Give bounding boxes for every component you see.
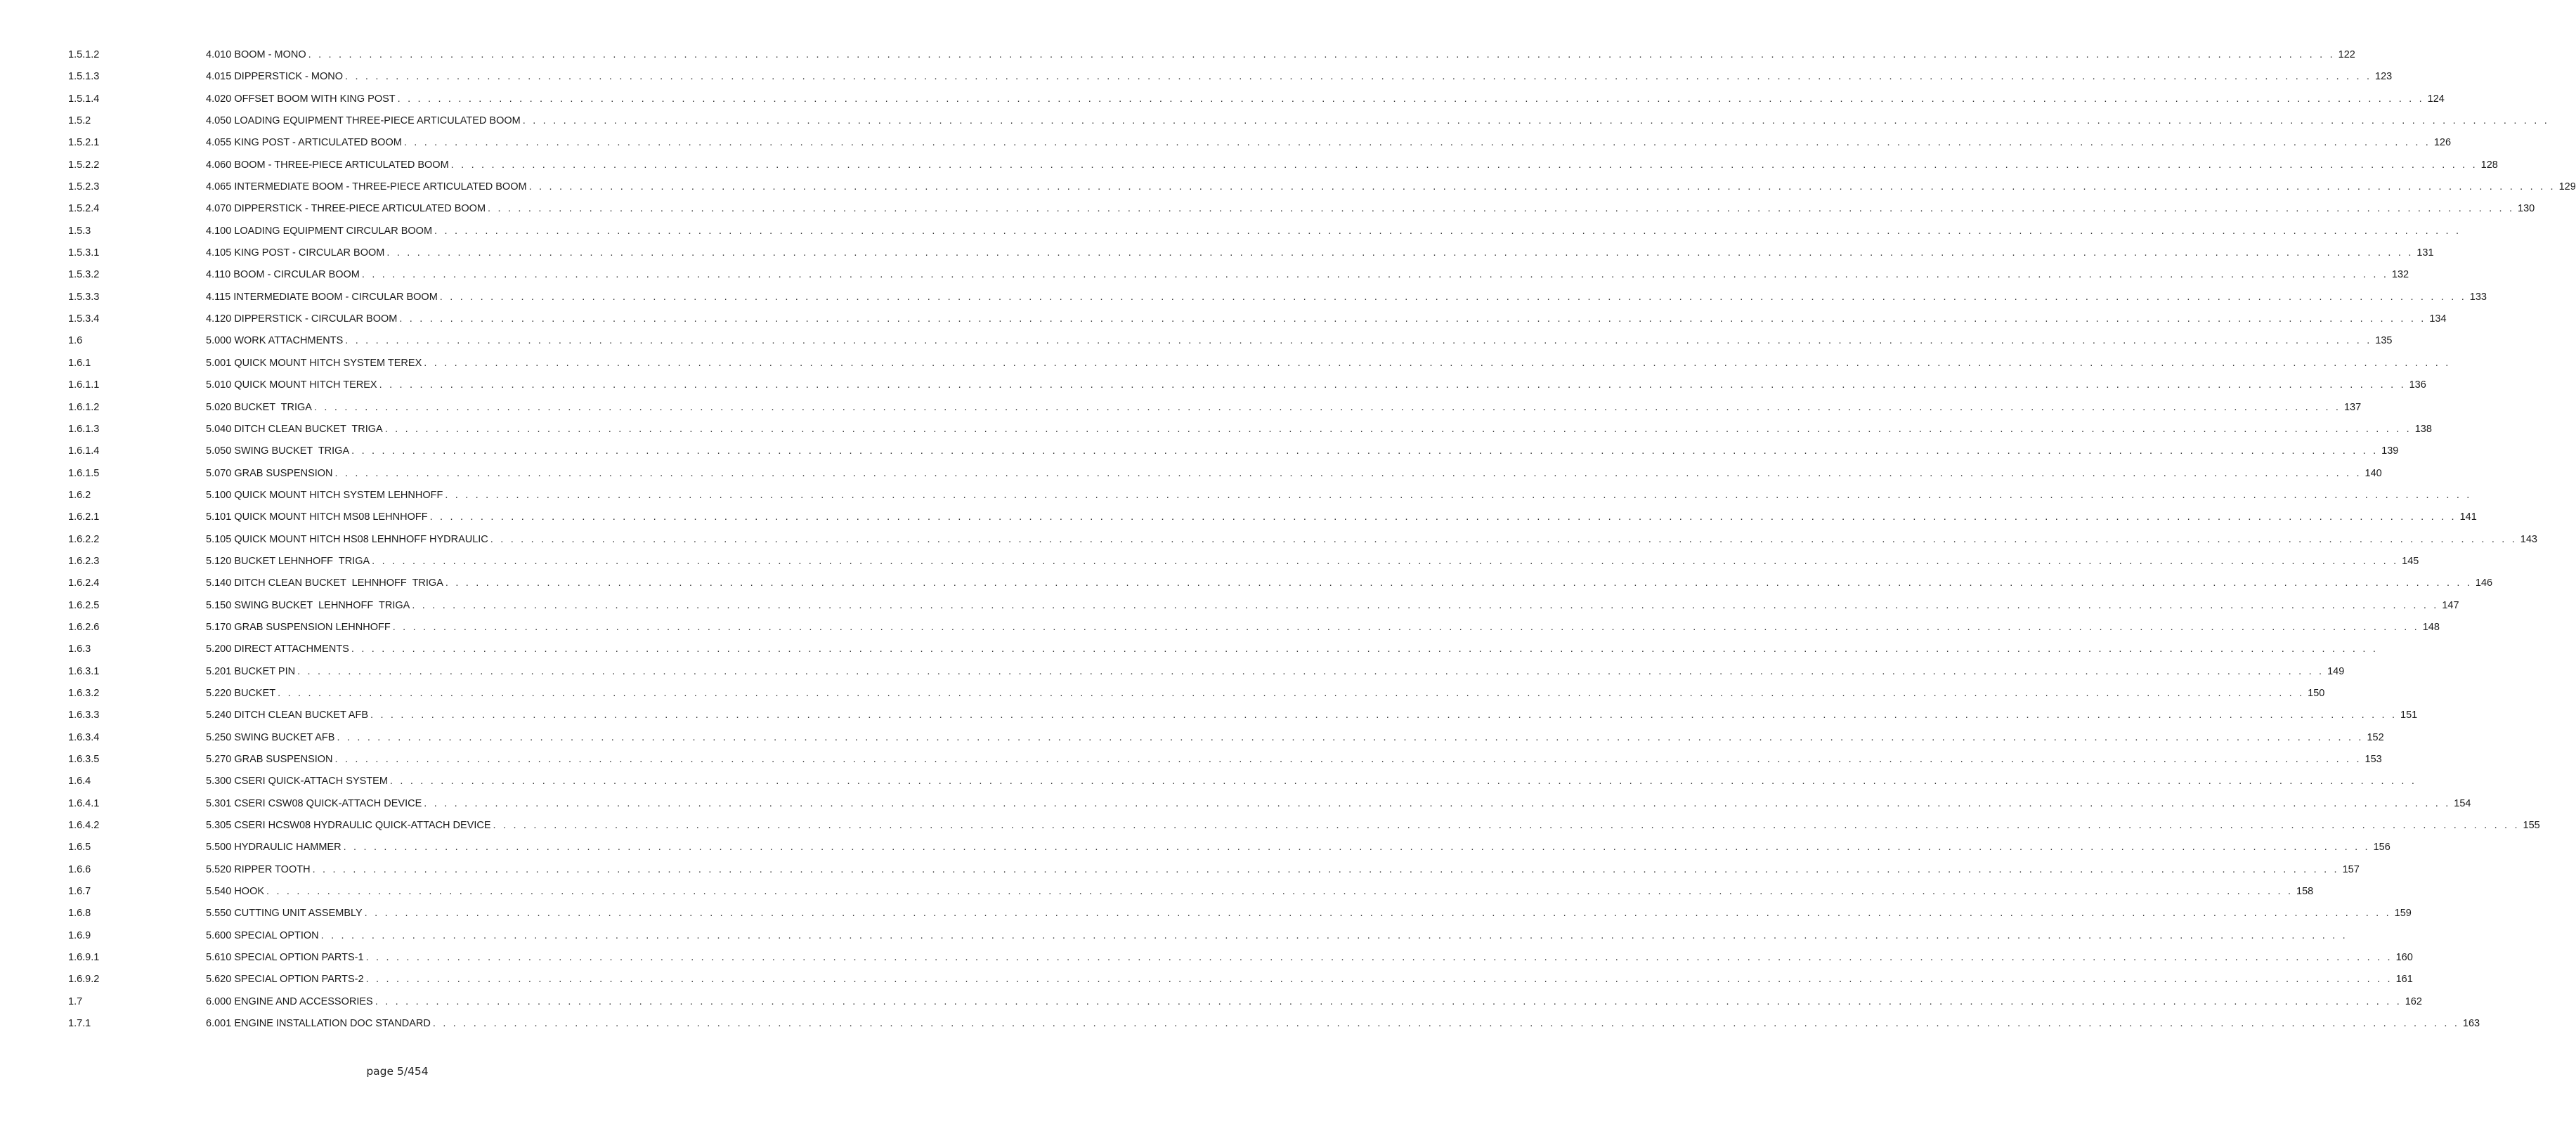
- toc-entry-title: 4.120 DIPPERSTICK - CIRCULAR BOOM: [206, 313, 398, 325]
- toc-entry-page: 123: [2375, 71, 2393, 83]
- toc-entry-page: 152: [2367, 731, 2384, 743]
- toc-entry-number: 1.5.2.2: [68, 159, 100, 171]
- toc-entry-title: 4.015 DIPPERSTICK - MONO: [206, 71, 343, 83]
- toc-entry-line[interactable]: [206, 159, 2498, 173]
- toc-entry-number: 1.7.1: [68, 1018, 91, 1030]
- toc-entry-line[interactable]: [206, 93, 2445, 107]
- dot-leader: . . . . . . . . . . . . . . . . . . . . . . . . . . . . . . . . . . . . . . . . . . . . . . . . . . . . . . . . . . . . . . . . . . . . . . . . . . . . . . . . . . . . . . . . . . . . . . . . . . . . . . . . . . . . . . . . . . . . . . . . . . . . . . . . . . . . . . . . . . . . . . . . . . . . . . . . . . . . . . . . . . . . . . . . . . . . . . . . . . . . . . . . . . . . . . . . . . . . . . . .: [386, 247, 2414, 259]
- toc-entry-title: 5.010 QUICK MOUNT HITCH TEREX: [206, 379, 377, 391]
- toc-entry-line[interactable]: [206, 291, 2487, 305]
- dot-leader: . . . . . . . . . . . . . . . . . . . . . . . . . . . . . . . . . . . . . . . . . . . . . . . . . . . . . . . . . . . . . . . . . . . . . . . . . . . . . . . . . . . . . . . . . . . . . . . . . . . . . . . . . . . . . . . . . . . . . . . . . . . . . . . . . . . . . . . . . . . . . . . . . . . . . . . . . . . . . . . . . . . . . . . . . . . . . . . . . . . . . . . . . . . . . . . . . . . . . . . .: [450, 159, 2478, 171]
- toc-entry-page: 147: [2442, 599, 2459, 611]
- toc-entry-line[interactable]: [206, 247, 2434, 261]
- toc-entry[interactable]: [0, 332, 2393, 353]
- toc-entry-number: 1.6.1.1: [68, 379, 100, 391]
- toc-entry-title: 4.055 KING POST - ARTICULATED BOOM: [206, 137, 402, 149]
- toc-entry-title: 5.001 QUICK MOUNT HITCH SYSTEM TEREX: [206, 357, 422, 369]
- toc-entry-title: 5.620 SPECIAL OPTION PARTS-2: [206, 974, 364, 986]
- toc-entry-line[interactable]: [206, 555, 2419, 569]
- toc-entry-page: 158: [2296, 886, 2314, 898]
- toc-entry-line[interactable]: [206, 599, 2459, 613]
- toc-entry-title: 4.070 DIPPERSTICK - THREE-PIECE ARTICULATED BOOM: [206, 203, 486, 215]
- toc-entry[interactable]: [0, 993, 2422, 1014]
- toc-entry-title: 5.240 DITCH CLEAN BUCKET AFB: [206, 710, 369, 721]
- dot-leader: . . . . . . . . . . . . . . . . . . . . . . . . . . . . . . . . . . . . . . . . . . . . . . . . . . . . . . . . . . . . . . . . . . . . . . . . . . . . . . . . . . . . . . . . . . . . . . . . . . . . . . . . . . . . . . . . . . . . . . . . . . . . . . . . . . . . . . . . . . . . . . . . . . . . . . . . . . . . . . . . . . . . . . . . . . . . . . . . . . . . . . . . . . . . . . . . . . . . . . . .: [445, 577, 2473, 589]
- toc-entry-line[interactable]: [206, 115, 2549, 129]
- toc-entry-number: 1.6.3.4: [68, 731, 100, 743]
- toc-entry[interactable]: [0, 684, 2325, 706]
- toc-entry-title: 5.100 QUICK MOUNT HITCH SYSTEM LEHNHOFF: [206, 489, 443, 501]
- dot-leader: . . . . . . . . . . . . . . . . . . . . . . . . . . . . . . . . . . . . . . . . . . . . . . . . . . . . . . . . . . . . . . . . . . . . . . . . . . . . . . . . . . . . . . . . . . . . . . . . . . . . . . . . . . . . . . . . . . . . . . . . . . . . . . . . . . . . . . . . . . . . . . . . . . . . . . . . . . . . . . . . . . . . . . . . . . . . . . . . . . . . . . . . . . . . . . . . . . . . . . . .: [375, 995, 2402, 1007]
- toc-entry[interactable]: [0, 618, 2440, 640]
- toc-entry-title: 5.540 HOOK: [206, 886, 265, 898]
- toc-entry-number: 1.6.7: [68, 886, 91, 898]
- toc-entry-page: 128: [2480, 159, 2498, 171]
- toc-entry-page: 150: [2308, 687, 2325, 699]
- toc-entry-line[interactable]: [206, 489, 2472, 503]
- toc-entry[interactable]: [0, 574, 2493, 596]
- toc-entry[interactable]: [0, 904, 2412, 926]
- toc-entry-line[interactable]: [206, 974, 2413, 987]
- toc-entry-number: 1.6.9.2: [68, 974, 100, 986]
- toc-entry-number: 1.6.5: [68, 842, 91, 854]
- toc-entry-line[interactable]: [206, 1018, 2480, 1031]
- dot-leader: . . . . . . . . . . . . . . . . . . . . . . . . . . . . . . . . . . . . . . . . . . . . . . . . . . . . . . . . . . . . . . . . . . . . . . . . . . . . . . . . . . . . . . . . . . . . . . . . . . . . . . . . . . . . . . . . . . . . . . . . . . . . . . . . . . . . . . . . . . . . . . . . . . . . . . . . . . . . . . . . . . . . . . . . . . . . . . . . . . . . . . . . . . . . . . . . . . . . . . . .: [397, 93, 2424, 105]
- toc-entry-number: 1.5.3: [68, 225, 91, 237]
- toc-entry-title: 5.500 HYDRAULIC HAMMER: [206, 842, 341, 854]
- toc-entry-number: 1.5.1.2: [68, 49, 100, 60]
- dot-leader: . . . . . . . . . . . . . . . . . . . . . . . . . . . . . . . . . . . . . . . . . . . . . . . . . . . . . . . . . . . . . . . . . . . . . . . . . . . . . . . . . . . . . . . . . . . . . . . . . . . . . . . . . . . . . . . . . . . . . . . . . . . . . . . . . . . . . . . . . . . . . . . . . . . . . . . . . . . . . . . . . . . . . . . . . . . . . . . . . . . . . . . . . . . . . . . . . . . . . . . .: [266, 886, 2294, 898]
- dot-leader: . . . . . . . . . . . . . . . . . . . . . . . . . . . . . . . . . . . . . . . . . . . . . . . . . . . . . . . . . . . . . . . . . . . . . . . . . . . . . . . . . . . . . . . . . . . . . . . . . . . . . . . . . . . . . . . . . . . . . . . . . . . . . . . . . . . . . . . . . . . . . . . . . . . . . . . . . . . . . . . . . . . . . . . . . . . . . . . . . . . . . . . . . . . . . . . . . . . . . . . .: [313, 401, 2341, 413]
- toc-entry-line[interactable]: [206, 665, 2345, 679]
- toc-entry-title: 5.305 CSERI HCSW08 HYDRAULIC QUICK-ATTACH DEVICE: [206, 820, 491, 832]
- toc-entry-page: 157: [2342, 863, 2360, 875]
- toc-entry-page: 161: [2395, 974, 2413, 986]
- toc-entry-page: 163: [2462, 1018, 2480, 1030]
- table-of-contents: [0, 46, 2576, 1036]
- dot-leader: . . . . . . . . . . . . . . . . . . . . . . . . . . . . . . . . . . . . . . . . . . . . . . . . . . . . . . . . . . . . . . . . . . . . . . . . . . . . . . . . . . . . . . . . . . . . . . . . . . . . . . . . . . . . . . . . . . . . . . . . . . . . . . . . . . . . . . . . . . . . . . . . . . . . . . . . . . . . . . . . . . . . . . . . . . . . . . . . . . . . . . . . . . . . . . . . . . . . . . . .: [432, 1018, 2460, 1030]
- toc-entry-title: 5.270 GRAB SUSPENSION: [206, 754, 333, 765]
- toc-entry-line[interactable]: [206, 863, 2360, 877]
- dot-leader: . . . . . . . . . . . . . . . . . . . . . . . . . . . . . . . . . . . . . . . . . . . . . . . . . . . . . . . . . . . . . . . . . . . . . . . . . . . . . . . . . . . . . . . . . . . . . . . . . . . . . . . . . . . . . . . . . . . . . . . . . . . . . . . . . . . . . . . . . . . . . . . . . . . . . . . . . . . . . . . . . . . . . . . . . . . . . . . . . . . . . . . . . . . . . . . . . . . . . . . .: [372, 555, 2399, 567]
- toc-entry[interactable]: [0, 728, 2384, 750]
- dot-leader: . . . . . . . . . . . . . . . . . . . . . . . . . . . . . . . . . . . . . . . . . . . . . . . . . . . . . . . . . . . . . . . . . . . . . . . . . . . . . . . . . . . . . . . . . . . . . . . . . . . . . . . . . . . . . . . . . . . . . . . . . . . . . . . . . . . . . . . . . . . . . . . . . . . . . . . . . . . . . . . . . . . . . . . . . . . . . . . . . . . . . . . . . . . . . . . . . . . . . . . .: [365, 974, 2393, 986]
- toc-entry[interactable]: [0, 266, 2409, 287]
- page-number-footer: page 5/454: [366, 1065, 429, 1078]
- toc-entry-number: 1.6.4: [68, 776, 91, 788]
- toc-entry-page: 151: [2400, 710, 2418, 721]
- dot-leader: . . . . . . . . . . . . . . . . . . . . . . . . . . . . . . . . . . . . . . . . . . . . . . . . . . . . . . . . . . . . . . . . . . . . . . . . . . . . . . . . . . . . . . . . . . . . . . . . . . . . . . . . . . . . . . . . . . . . . . . . . . . . . . . . . . . . . . . . . . . . . . . . . . . . . . . . . . . . . . . . . . . . . . . . . . . . . . . . . . . . . . . . . . . . . . . . . . . . . . . .: [334, 467, 2362, 479]
- toc-entry-number: 1.6.3.2: [68, 687, 100, 699]
- dot-leader: . . . . . . . . . . . . . . . . . . . . . . . . . . . . . . . . . . . . . . . . . . . . . . . . . . . . . . . . . . . . . . . . . . . . . . . . . . . . . . . . . . . . . . . . . . . . . . . . . . . . . . . . . . . . . . . . . . . . . . . . . . . . . . . . . . . . . . . . . . . . . . . . . . . . . . . . . . . . . . . . . . . . . . . . . . . . . . . . . . . . . . . . . . . . . . . . . . . . . . . .: [365, 952, 2393, 964]
- toc-entry[interactable]: [0, 222, 2461, 244]
- toc-entry[interactable]: [0, 46, 2355, 67]
- toc-entry[interactable]: [0, 552, 2419, 574]
- dot-leader: . . . . . . . . . . . . . . . . . . . . . . . . . . . . . . . . . . . . . . . . . . . . . . . . . . . . . . . . . . . . . . . . . . . . . . . . . . . . . . . . . . . . . . . . . . . . . . . . . . . . . . . . . . . . . . . . . . . . . . . . . . . . . . . . . . . . . . . . . . . . . . . . . . . . . . . . . . . . . . . . . . . . . . . . . . . . . . . . . . . . . . . . . . . . . . . . . . . . . . . .: [343, 842, 2370, 854]
- toc-entry-title: 5.101 QUICK MOUNT HITCH MS08 LEHNHOFF: [206, 511, 428, 523]
- toc-entry-page: 160: [2395, 952, 2413, 964]
- toc-entry-number: 1.6.3.3: [68, 710, 100, 721]
- toc-entry-line[interactable]: [206, 269, 2409, 282]
- toc-entry-number: 1.5.3.2: [68, 269, 100, 281]
- toc-entry[interactable]: [0, 200, 2535, 221]
- toc-entry-title: 4.100 LOADING EQUIPMENT CIRCULAR BOOM: [206, 225, 433, 237]
- toc-entry-line[interactable]: [206, 181, 2576, 195]
- toc-entry-number: 1.6.2.5: [68, 599, 100, 611]
- toc-entry-page: 154: [2454, 797, 2471, 809]
- toc-entry-line[interactable]: [206, 225, 2461, 239]
- toc-entry-page: 131: [2416, 247, 2434, 259]
- toc-entry-line[interactable]: [206, 313, 2447, 327]
- toc-entry-line[interactable]: [206, 511, 2477, 525]
- toc-entry-number: 1.5.3.4: [68, 313, 100, 325]
- toc-entry-line[interactable]: [206, 621, 2440, 635]
- toc-entry[interactable]: [0, 795, 2471, 816]
- toc-entry[interactable]: [0, 861, 2360, 882]
- toc-entry-line[interactable]: [206, 577, 2493, 591]
- toc-entry[interactable]: [0, 838, 2390, 860]
- toc-entry-line[interactable]: [206, 820, 2540, 833]
- toc-entry-line[interactable]: [206, 643, 2379, 657]
- toc-entry-page: 130: [2518, 203, 2535, 215]
- dot-leader: . . . . . . . . . . . . . . . . . . . . . . . . . . . . . . . . . . . . . . . . . . . . . . . . . . . . . . . . . . . . . . . . . . . . . . . . . . . . . . . . . . . . . . . . . . . . . . . . . . . . . . . . . . . . . . . . . . . . . . . . . . . . . . . . . . . . . . . . . . . . . . . . . . . . . . . . . . . . . . . . . . . . . . . . . . . . . . . . . . . . . . . . . . . . . . . . . . . . . . . .: [403, 137, 2431, 149]
- toc-entry-title: 5.550 CUTTING UNIT ASSEMBLY: [206, 908, 363, 920]
- dot-leader: . . . . . . . . . . . . . . . . . . . . . . . . . . . . . . . . . . . . . . . . . . . . . . . . . . . . . . . . . . . . . . . . . . . . . . . . . . . . . . . . . . . . . . . . . . . . . . . . . . . . . . . . . . . . . . . . . . . . . . . . . . . . . . . . . . . . . . . . . . . . . . . . . . . . . . . . . . . . . . . . . . . . . . . . . . . . . . . . . . . . . . . . . . . . . . . . . . . . . . . .: [439, 291, 2466, 303]
- toc-entry-number: 1.6.4.2: [68, 820, 100, 832]
- toc-entry-title: 4.110 BOOM - CIRCULAR BOOM: [206, 269, 360, 281]
- toc-entry-line[interactable]: [206, 929, 2348, 943]
- toc-entry-title: 5.140 DITCH CLEAN BUCKET LEHNHOFF TRIGA: [206, 577, 443, 589]
- toc-entry-number: 1.6.1.4: [68, 445, 100, 457]
- toc-entry[interactable]: [0, 1014, 2480, 1036]
- toc-entry-number: 1.6.9: [68, 929, 91, 941]
- toc-entry[interactable]: [0, 596, 2459, 618]
- dot-leader: . . . . . . . . . . . . . . . . . . . . . . . . . . . . . . . . . . . . . . . . . . . . . . . . . . . . . . . . . . . . . . . . . . . . . . . . . . . . . . . . . . . . . . . . . . . . . . . . . . . . . . . . . . . . . . . . . . . . . . . . . . . . . . . . . . . . . . . . . . . . . . . . . . . . . . . . . . . . . . . . . . . . . . . . . . . . . . . . . . . . . . . . . . . . . . . . . . . . . . . .: [424, 357, 2451, 369]
- toc-entry[interactable]: [0, 662, 2345, 684]
- toc-entry-page: 143: [2520, 533, 2537, 545]
- dot-leader: . . . . . . . . . . . . . . . . . . . . . . . . . . . . . . . . . . . . . . . . . . . . . . . . . . . . . . . . . . . . . . . . . . . . . . . . . . . . . . . . . . . . . . . . . . . . . . . . . . . . . . . . . . . . . . . . . . . . . . . . . . . . . . . . . . . . . . . . . . . . . . . . . . . . . . . . . . . . . . . . . . . . . . . . . . . . . . . . . . . . . . . . . . . . . . . . . . . . . . . .: [334, 754, 2362, 765]
- toc-entry[interactable]: [0, 354, 2451, 376]
- toc-entry-page: 134: [2429, 313, 2447, 325]
- toc-entry-number: 1.5.2: [68, 115, 91, 127]
- toc-entry-number: 1.6.1.5: [68, 467, 100, 479]
- dot-leader: . . . . . . . . . . . . . . . . . . . . . . . . . . . . . . . . . . . . . . . . . . . . . . . . . . . . . . . . . . . . . . . . . . . . . . . . . . . . . . . . . . . . . . . . . . . . . . . . . . . . . . . . . . . . . . . . . . . . . . . . . . . . . . . . . . . . . . . . . . . . . . . . . . . . . . . . . . . . . . . . . . . . . . . . . . . . . . . . . . . . . . . . . . . . . . . . . . . . . . . .: [384, 423, 2412, 435]
- dot-leader: . . . . . . . . . . . . . . . . . . . . . . . . . . . . . . . . . . . . . . . . . . . . . . . . . . . . . . . . . . . . . . . . . . . . . . . . . . . . . . . . . . . . . . . . . . . . . . . . . . . . . . . . . . . . . . . . . . . . . . . . . . . . . . . . . . . . . . . . . . . . . . . . . . . . . . . . . . . . . . . . . . . . . . . . . . . . . . . . . . . . . . . . . . . . . . . . . . . . . . . .: [278, 687, 2305, 699]
- dot-leader: . . . . . . . . . . . . . . . . . . . . . . . . . . . . . . . . . . . . . . . . . . . . . . . . . . . . . . . . . . . . . . . . . . . . . . . . . . . . . . . . . . . . . . . . . . . . . . . . . . . . . . . . . . . . . . . . . . . . . . . . . . . . . . . . . . . . . . . . . . . . . . . . . . . . . . . . . . . . . . . . . . . . . . . . . . . . . . . . . . . . . . . . . . . . . . . . . . . . . . . .: [488, 203, 2515, 215]
- toc-entry-page: 145: [2402, 555, 2419, 567]
- toc-entry-title: 5.200 DIRECT ATTACHMENTS: [206, 643, 349, 655]
- toc-entry-page: 129: [2558, 181, 2576, 193]
- toc-entry-title: 5.070 GRAB SUSPENSION: [206, 467, 333, 479]
- toc-entry[interactable]: [0, 90, 2445, 112]
- toc-entry-page: 138: [2414, 423, 2432, 435]
- toc-entry-line[interactable]: [206, 687, 2325, 701]
- dot-leader: . . . . . . . . . . . . . . . . . . . . . . . . . . . . . . . . . . . . . . . . . . . . . . . . . . . . . . . . . . . . . . . . . . . . . . . . . . . . . . . . . . . . . . . . . . . . . . . . . . . . . . . . . . . . . . . . . . . . . . . . . . . . . . . . . . . . . . . . . . . . . . . . . . . . . . . . . . . . . . . . . . . . . . . . . . . . . . . . . . . . . . . . . . . . . . . . . . . . . . . .: [308, 49, 2335, 60]
- toc-entry[interactable]: [0, 508, 2477, 530]
- dot-leader: . . . . . . . . . . . . . . . . . . . . . . . . . . . . . . . . . . . . . . . . . . . . . . . . . . . . . . . . . . . . . . . . . . . . . . . . . . . . . . . . . . . . . . . . . . . . . . . . . . . . . . . . . . . . . . . . . . . . . . . . . . . . . . . . . . . . . . . . . . . . . . . . . . . . . . . . . . . . . . . . . . . . . . . . . . . . . . . . . . . . . . . . . . . . . . . . . . . . . . . .: [297, 665, 2324, 677]
- toc-entry-title: 4.105 KING POST - CIRCULAR BOOM: [206, 247, 385, 259]
- toc-entry-number: 1.5.1.3: [68, 71, 100, 83]
- toc-entry-title: 5.600 SPECIAL OPTION: [206, 929, 319, 941]
- dot-leader: . . . . . . . . . . . . . . . . . . . . . . . . . . . . . . . . . . . . . . . . . . . . . . . . . . . . . . . . . . . . . . . . . . . . . . . . . . . . . . . . . . . . . . . . . . . . . . . . . . . . . . . . . . . . . . . . . . . . . . . . . . . . . . . . . . . . . . . . . . . . . . . . . . . . . . . . . . . . . . . . . . . . . . . . . . . . . . . . . . . . . . . . . . . . . . . . . . . . . . . .: [493, 820, 2520, 832]
- toc-entry[interactable]: [0, 112, 2549, 133]
- toc-entry-page: 162: [2405, 995, 2422, 1007]
- toc-entry-number: 1.6.2.2: [68, 533, 100, 545]
- toc-entry-page: 140: [2364, 467, 2382, 479]
- dot-leader: . . . . . . . . . . . . . . . . . . . . . . . . . . . . . . . . . . . . . . . . . . . . . . . . . . . . . . . . . . . . . . . . . . . . . . . . . . . . . . . . . . . . . . . . . . . . . . . . . . . . . . . . . . . . . . . . . . . . . . . . . . . . . . . . . . . . . . . . . . . . . . . . . . . . . . . . . . . . . . . . . . . . . . . . . . . . . . . . . . . . . . . . . . . . . . . . . . . . . . . .: [445, 489, 2472, 501]
- toc-entry-line[interactable]: [206, 710, 2418, 723]
- toc-entry-title: 5.050 SWING BUCKET TRIGA: [206, 445, 350, 457]
- toc-entry[interactable]: [0, 310, 2447, 332]
- toc-entry-number: 1.5.3.1: [68, 247, 100, 259]
- toc-entry-page: 135: [2375, 335, 2393, 347]
- toc-entry[interactable]: [0, 244, 2434, 266]
- toc-entry-number: 1.6.2.4: [68, 577, 100, 589]
- toc-entry[interactable]: [0, 706, 2418, 728]
- toc-entry-page: 155: [2523, 820, 2540, 832]
- dot-leader: . . . . . . . . . . . . . . . . . . . . . . . . . . . . . . . . . . . . . . . . . . . . . . . . . . . . . . . . . . . . . . . . . . . . . . . . . . . . . . . . . . . . . . . . . . . . . . . . . . . . . . . . . . . . . . . . . . . . . . . . . . . . . . . . . . . . . . . . . . . . . . . . . . . . . . . . . . . . . . . . . . . . . . . . . . . . . . . . . . . . . . . . . . . . . . . . . . . . . . . .: [320, 929, 2348, 941]
- toc-entry-title: 6.000 ENGINE AND ACCESSORIES: [206, 995, 373, 1007]
- dot-leader: . . . . . . . . . . . . . . . . . . . . . . . . . . . . . . . . . . . . . . . . . . . . . . . . . . . . . . . . . . . . . . . . . . . . . . . . . . . . . . . . . . . . . . . . . . . . . . . . . . . . . . . . . . . . . . . . . . . . . . . . . . . . . . . . . . . . . . . . . . . . . . . . . . . . . . . . . . . . . . . . . . . . . . . . . . . . . . . . . . . . . . . . . . . . . . . . . . . . . . . .: [312, 863, 2339, 875]
- toc-entry-page: 132: [2391, 269, 2409, 281]
- toc-entry-number: 1.6.3: [68, 643, 91, 655]
- dot-leader: . . . . . . . . . . . . . . . . . . . . . . . . . . . . . . . . . . . . . . . . . . . . . . . . . . . . . . . . . . . . . . . . . . . . . . . . . . . . . . . . . . . . . . . . . . . . . . . . . . . . . . . . . . . . . . . . . . . . . . . . . . . . . . . . . . . . . . . . . . . . . . . . . . . . . . . . . . . . . . . . . . . . . . . . . . . . . . . . . . . . . . . . . . . . . . . . . . . . . . . .: [522, 115, 2549, 127]
- toc-entry-line[interactable]: [206, 423, 2432, 437]
- toc-entry[interactable]: [0, 970, 2413, 992]
- toc-entry-number: 1.6.3.1: [68, 665, 100, 677]
- toc-entry[interactable]: [0, 464, 2382, 486]
- toc-entry-page: 146: [2475, 577, 2493, 589]
- toc-entry[interactable]: [0, 927, 2348, 948]
- toc-entry-title: 5.040 DITCH CLEAN BUCKET TRIGA: [206, 423, 383, 435]
- toc-entry-title: 5.201 BUCKET PIN: [206, 665, 296, 677]
- dot-leader: . . . . . . . . . . . . . . . . . . . . . . . . . . . . . . . . . . . . . . . . . . . . . . . . . . . . . . . . . . . . . . . . . . . . . . . . . . . . . . . . . . . . . . . . . . . . . . . . . . . . . . . . . . . . . . . . . . . . . . . . . . . . . . . . . . . . . . . . . . . . . . . . . . . . . . . . . . . . . . . . . . . . . . . . . . . . . . . . . . . . . . . . . . . . . . . . . . . . . . . .: [379, 379, 2406, 391]
- dot-leader: . . . . . . . . . . . . . . . . . . . . . . . . . . . . . . . . . . . . . . . . . . . . . . . . . . . . . . . . . . . . . . . . . . . . . . . . . . . . . . . . . . . . . . . . . . . . . . . . . . . . . . . . . . . . . . . . . . . . . . . . . . . . . . . . . . . . . . . . . . . . . . . . . . . . . . . . . . . . . . . . . . . . . . . . . . . . . . . . . . . . . . . . . . . . . . . . . . . . . . . .: [364, 908, 2391, 920]
- toc-entry-title: 5.520 RIPPER TOOTH: [206, 863, 311, 875]
- toc-entry-page: 136: [2409, 379, 2426, 391]
- toc-entry[interactable]: [0, 750, 2382, 772]
- toc-entry-number: 1.6: [68, 335, 83, 347]
- toc-entry-page: 159: [2394, 908, 2412, 920]
- toc-entry-line[interactable]: [206, 137, 2452, 150]
- toc-entry-number: 1.6.2.6: [68, 621, 100, 633]
- toc-entry-number: 1.5.2.1: [68, 137, 100, 149]
- toc-entry-line[interactable]: [206, 797, 2471, 811]
- toc-entry-line[interactable]: [206, 754, 2382, 767]
- toc-entry[interactable]: [0, 376, 2426, 398]
- toc-entry-number: 1.6.2: [68, 489, 91, 501]
- dot-leader: . . . . . . . . . . . . . . . . . . . . . . . . . . . . . . . . . . . . . . . . . . . . . . . . . . . . . . . . . . . . . . . . . . . . . . . . . . . . . . . . . . . . . . . . . . . . . . . . . . . . . . . . . . . . . . . . . . . . . . . . . . . . . . . . . . . . . . . . . . . . . . . . . . . . . . . . . . . . . . . . . . . . . . . . . . . . . . . . . . . . . . . . . . . . . . . . . . . . . . . .: [434, 225, 2461, 237]
- toc-entry[interactable]: [0, 486, 2472, 508]
- dot-leader: . . . . . . . . . . . . . . . . . . . . . . . . . . . . . . . . . . . . . . . . . . . . . . . . . . . . . . . . . . . . . . . . . . . . . . . . . . . . . . . . . . . . . . . . . . . . . . . . . . . . . . . . . . . . . . . . . . . . . . . . . . . . . . . . . . . . . . . . . . . . . . . . . . . . . . . . . . . . . . . . . . . . . . . . . . . . . . . . . . . . . . . . . . . . . . . . . . . . . . . .: [351, 643, 2379, 655]
- toc-entry-page: 124: [2427, 93, 2445, 105]
- toc-entry-line[interactable]: [206, 952, 2413, 965]
- toc-entry-number: 1.5.3.3: [68, 291, 100, 303]
- dot-leader: . . . . . . . . . . . . . . . . . . . . . . . . . . . . . . . . . . . . . . . . . . . . . . . . . . . . . . . . . . . . . . . . . . . . . . . . . . . . . . . . . . . . . . . . . . . . . . . . . . . . . . . . . . . . . . . . . . . . . . . . . . . . . . . . . . . . . . . . . . . . . . . . . . . . . . . . . . . . . . . . . . . . . . . . . . . . . . . . . . . . . . . . . . . . . . . . . . . . . . . .: [370, 710, 2398, 721]
- toc-entry-page: 126: [2433, 137, 2452, 149]
- dot-leader: . . . . . . . . . . . . . . . . . . . . . . . . . . . . . . . . . . . . . . . . . . . . . . . . . . . . . . . . . . . . . . . . . . . . . . . . . . . . . . . . . . . . . . . . . . . . . . . . . . . . . . . . . . . . . . . . . . . . . . . . . . . . . . . . . . . . . . . . . . . . . . . . . . . . . . . . . . . . . . . . . . . . . . . . . . . . . . . . . . . . . . . . . . . . . . . . . . . . . . . .: [345, 71, 2372, 83]
- toc-entry[interactable]: [0, 420, 2432, 442]
- toc-entry-page: 137: [2343, 401, 2362, 413]
- toc-entry-line[interactable]: [206, 886, 2314, 899]
- toc-entry-number: 1.6.1.3: [68, 423, 100, 435]
- toc-entry[interactable]: [0, 288, 2487, 310]
- toc-entry-line[interactable]: [206, 776, 2417, 789]
- toc-entry-page: 122: [2338, 49, 2355, 60]
- toc-entry-title: 5.020 BUCKET TRIGA: [206, 401, 312, 413]
- toc-entry-number: 1.6.2.3: [68, 555, 100, 567]
- toc-entry-number: 1.6.4.1: [68, 797, 100, 809]
- dot-leader: . . . . . . . . . . . . . . . . . . . . . . . . . . . . . . . . . . . . . . . . . . . . . . . . . . . . . . . . . . . . . . . . . . . . . . . . . . . . . . . . . . . . . . . . . . . . . . . . . . . . . . . . . . . . . . . . . . . . . . . . . . . . . . . . . . . . . . . . . . . . . . . . . . . . . . . . . . . . . . . . . . . . . . . . . . . . . . . . . . . . . . . . . . . . . . . . . . . . . . . .: [345, 335, 2372, 347]
- toc-entry-page: 156: [2373, 842, 2390, 854]
- toc-entry-title: 5.301 CSERI CSW08 QUICK-ATTACH DEVICE: [206, 797, 422, 809]
- toc-entry-line[interactable]: [206, 71, 2393, 84]
- toc-entry-line[interactable]: [206, 995, 2422, 1009]
- toc-entry-page: 148: [2422, 621, 2440, 633]
- toc-entry-title: 4.115 INTERMEDIATE BOOM - CIRCULAR BOOM: [206, 291, 438, 303]
- toc-entry-number: 1.6.3.5: [68, 754, 100, 765]
- dot-leader: . . . . . . . . . . . . . . . . . . . . . . . . . . . . . . . . . . . . . . . . . . . . . . . . . . . . . . . . . . . . . . . . . . . . . . . . . . . . . . . . . . . . . . . . . . . . . . . . . . . . . . . . . . . . . . . . . . . . . . . . . . . . . . . . . . . . . . . . . . . . . . . . . . . . . . . . . . . . . . . . . . . . . . . . . . . . . . . . . . . . . . . . . . . . . . . . . . . . . . . .: [337, 731, 2364, 743]
- toc-entry-title: 5.170 GRAB SUSPENSION LEHNHOFF: [206, 621, 391, 633]
- toc-entry[interactable]: [0, 772, 2417, 794]
- toc-entry[interactable]: [0, 178, 2576, 200]
- dot-leader: . . . . . . . . . . . . . . . . . . . . . . . . . . . . . . . . . . . . . . . . . . . . . . . . . . . . . . . . . . . . . . . . . . . . . . . . . . . . . . . . . . . . . . . . . . . . . . . . . . . . . . . . . . . . . . . . . . . . . . . . . . . . . . . . . . . . . . . . . . . . . . . . . . . . . . . . . . . . . . . . . . . . . . . . . . . . . . . . . . . . . . . . . . . . . . . . . . . . . . . .: [412, 599, 2439, 611]
- toc-entry[interactable]: [0, 398, 2362, 420]
- toc-entry-number: 1.5.2.3: [68, 181, 100, 193]
- toc-entry[interactable]: [0, 133, 2452, 155]
- dot-leader: . . . . . . . . . . . . . . . . . . . . . . . . . . . . . . . . . . . . . . . . . . . . . . . . . . . . . . . . . . . . . . . . . . . . . . . . . . . . . . . . . . . . . . . . . . . . . . . . . . . . . . . . . . . . . . . . . . . . . . . . . . . . . . . . . . . . . . . . . . . . . . . . . . . . . . . . . . . . . . . . . . . . . . . . . . . . . . . . . . . . . . . . . . . . . . . . . . . . . . . .: [392, 621, 2419, 633]
- dot-leader: . . . . . . . . . . . . . . . . . . . . . . . . . . . . . . . . . . . . . . . . . . . . . . . . . . . . . . . . . . . . . . . . . . . . . . . . . . . . . . . . . . . . . . . . . . . . . . . . . . . . . . . . . . . . . . . . . . . . . . . . . . . . . . . . . . . . . . . . . . . . . . . . . . . . . . . . . . . . . . . . . . . . . . . . . . . . . . . . . . . . . . . . . . . . . . . . . . . . . . . .: [389, 776, 2417, 788]
- toc-entry-title: 4.020 OFFSET BOOM WITH KING POST: [206, 93, 396, 105]
- toc-entry[interactable]: [0, 67, 2393, 89]
- toc-entry[interactable]: [0, 530, 2537, 552]
- toc-entry-title: 5.250 SWING BUCKET AFB: [206, 731, 335, 743]
- toc-entry-line[interactable]: [206, 731, 2384, 745]
- toc-entry-number: 1.5.2.4: [68, 203, 100, 215]
- toc-entry[interactable]: [0, 948, 2413, 970]
- toc-entry-number: 1.6.2.1: [68, 511, 100, 523]
- toc-entry-line[interactable]: [206, 467, 2382, 481]
- toc-entry-line[interactable]: [206, 445, 2399, 459]
- toc-entry-number: 1.5.1.4: [68, 93, 100, 105]
- toc-entry-title: 5.105 QUICK MOUNT HITCH HS08 LEHNHOFF HYDRAULIC: [206, 533, 488, 545]
- toc-entry-line[interactable]: [206, 401, 2362, 415]
- toc-entry-title: 5.150 SWING BUCKET LEHNHOFF TRIGA: [206, 599, 410, 611]
- toc-entry-page: 141: [2459, 511, 2477, 523]
- toc-entry-title: 4.060 BOOM - THREE-PIECE ARTICULATED BOOM: [206, 159, 449, 171]
- toc-entry-number: 1.6.6: [68, 863, 91, 875]
- dot-leader: . . . . . . . . . . . . . . . . . . . . . . . . . . . . . . . . . . . . . . . . . . . . . . . . . . . . . . . . . . . . . . . . . . . . . . . . . . . . . . . . . . . . . . . . . . . . . . . . . . . . . . . . . . . . . . . . . . . . . . . . . . . . . . . . . . . . . . . . . . . . . . . . . . . . . . . . . . . . . . . . . . . . . . . . . . . . . . . . . . . . . . . . . . . . . . . . . . . . . . . .: [424, 797, 2451, 809]
- toc-entry-page: 153: [2364, 754, 2382, 765]
- toc-entry-title: 5.220 BUCKET: [206, 687, 276, 699]
- toc-entry-title: 5.000 WORK ATTACHMENTS: [206, 335, 344, 347]
- toc-entry-line[interactable]: [206, 335, 2393, 348]
- toc-entry-page: 133: [2469, 291, 2487, 303]
- toc-entry-page: 149: [2327, 665, 2345, 677]
- toc-entry-title: 5.610 SPECIAL OPTION PARTS-1: [206, 952, 364, 964]
- toc-entry-page: 139: [2381, 445, 2399, 457]
- dot-leader: . . . . . . . . . . . . . . . . . . . . . . . . . . . . . . . . . . . . . . . . . . . . . . . . . . . . . . . . . . . . . . . . . . . . . . . . . . . . . . . . . . . . . . . . . . . . . . . . . . . . . . . . . . . . . . . . . . . . . . . . . . . . . . . . . . . . . . . . . . . . . . . . . . . . . . . . . . . . . . . . . . . . . . . . . . . . . . . . . . . . . . . . . . . . . . . . . . . . . . . .: [351, 445, 2379, 457]
- dot-leader: . . . . . . . . . . . . . . . . . . . . . . . . . . . . . . . . . . . . . . . . . . . . . . . . . . . . . . . . . . . . . . . . . . . . . . . . . . . . . . . . . . . . . . . . . . . . . . . . . . . . . . . . . . . . . . . . . . . . . . . . . . . . . . . . . . . . . . . . . . . . . . . . . . . . . . . . . . . . . . . . . . . . . . . . . . . . . . . . . . . . . . . . . . . . . . . . . . . . . . . .: [429, 511, 2457, 523]
- toc-entry-title: 5.120 BUCKET LEHNHOFF TRIGA: [206, 555, 370, 567]
- toc-entry-line[interactable]: [206, 908, 2412, 921]
- toc-entry-title: 4.050 LOADING EQUIPMENT THREE-PIECE ARTICULATED BOOM: [206, 115, 521, 127]
- toc-entry[interactable]: [0, 816, 2540, 838]
- toc-entry-number: 1.6.1: [68, 357, 91, 369]
- dot-leader: . . . . . . . . . . . . . . . . . . . . . . . . . . . . . . . . . . . . . . . . . . . . . . . . . . . . . . . . . . . . . . . . . . . . . . . . . . . . . . . . . . . . . . . . . . . . . . . . . . . . . . . . . . . . . . . . . . . . . . . . . . . . . . . . . . . . . . . . . . . . . . . . . . . . . . . . . . . . . . . . . . . . . . . . . . . . . . . . . . . . . . . . . . . . . . . . . . . . . . . .: [528, 181, 2556, 193]
- toc-entry-line[interactable]: [206, 842, 2390, 855]
- dot-leader: . . . . . . . . . . . . . . . . . . . . . . . . . . . . . . . . . . . . . . . . . . . . . . . . . . . . . . . . . . . . . . . . . . . . . . . . . . . . . . . . . . . . . . . . . . . . . . . . . . . . . . . . . . . . . . . . . . . . . . . . . . . . . . . . . . . . . . . . . . . . . . . . . . . . . . . . . . . . . . . . . . . . . . . . . . . . . . . . . . . . . . . . . . . . . . . . . . . . . . . .: [361, 269, 2389, 281]
- toc-entry[interactable]: [0, 882, 2314, 904]
- toc-entry-number: 1.6.9.1: [68, 952, 100, 964]
- dot-leader: . . . . . . . . . . . . . . . . . . . . . . . . . . . . . . . . . . . . . . . . . . . . . . . . . . . . . . . . . . . . . . . . . . . . . . . . . . . . . . . . . . . . . . . . . . . . . . . . . . . . . . . . . . . . . . . . . . . . . . . . . . . . . . . . . . . . . . . . . . . . . . . . . . . . . . . . . . . . . . . . . . . . . . . . . . . . . . . . . . . . . . . . . . . . . . . . . . . . . . . .: [490, 533, 2517, 545]
- toc-entry-number: 1.6.1.2: [68, 401, 100, 413]
- toc-entry-title: 5.300 CSERI QUICK-ATTACH SYSTEM: [206, 776, 388, 788]
- toc-entry[interactable]: [0, 156, 2498, 178]
- toc-entry-line[interactable]: [206, 357, 2451, 371]
- toc-entry-line[interactable]: [206, 203, 2535, 216]
- toc-entry[interactable]: [0, 442, 2399, 464]
- toc-entry-title: 4.065 INTERMEDIATE BOOM - THREE-PIECE ARTICULATED BOOM: [206, 181, 527, 193]
- toc-entry-title: 6.001 ENGINE INSTALLATION DOC STANDARD: [206, 1018, 431, 1030]
- toc-entry-line[interactable]: [206, 533, 2537, 547]
- toc-entry-line[interactable]: [206, 49, 2355, 63]
- dot-leader: . . . . . . . . . . . . . . . . . . . . . . . . . . . . . . . . . . . . . . . . . . . . . . . . . . . . . . . . . . . . . . . . . . . . . . . . . . . . . . . . . . . . . . . . . . . . . . . . . . . . . . . . . . . . . . . . . . . . . . . . . . . . . . . . . . . . . . . . . . . . . . . . . . . . . . . . . . . . . . . . . . . . . . . . . . . . . . . . . . . . . . . . . . . . . . . . . . . . . . . .: [399, 313, 2426, 325]
- toc-entry-title: 4.010 BOOM - MONO: [206, 49, 306, 60]
- toc-entry-line[interactable]: [206, 379, 2426, 393]
- toc-entry-number: 1.7: [68, 995, 83, 1007]
- toc-entry-number: 1.6.8: [68, 908, 91, 920]
- toc-entry[interactable]: [0, 640, 2379, 662]
